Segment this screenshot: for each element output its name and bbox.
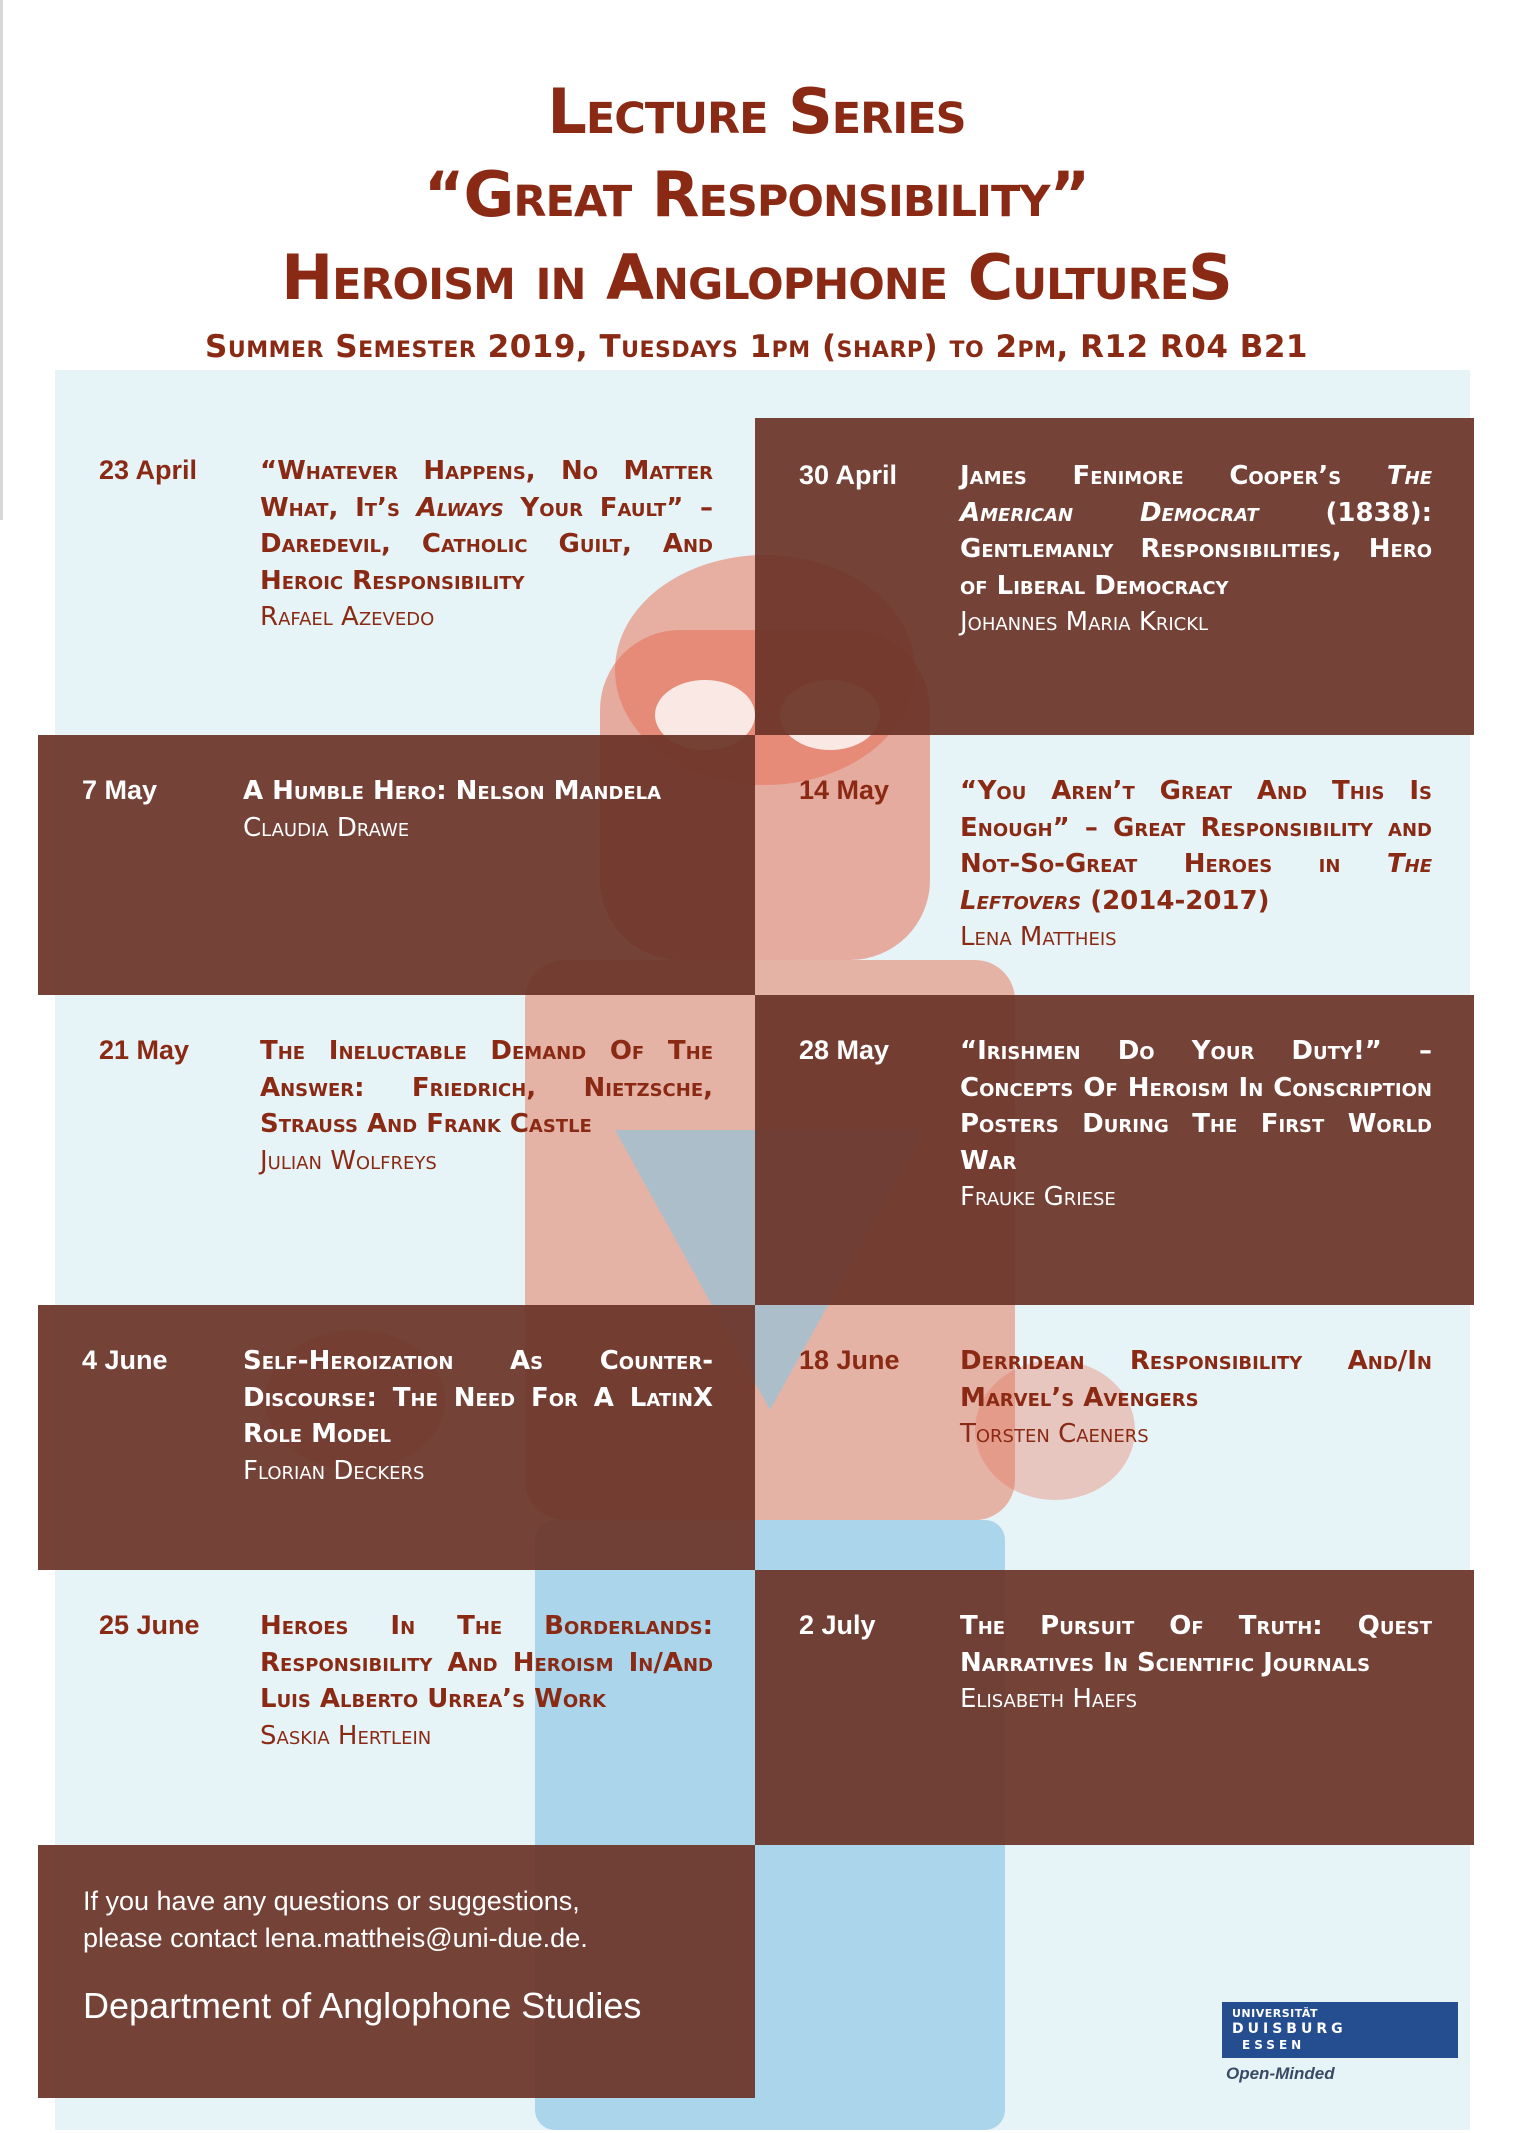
lecture-title: “Whatever Happens, No Matter What, It’s Always Your Fault” – Daredevil, Catholic Guilt, And Heroic Responsibility: [260, 456, 714, 596]
lecture-speaker: Julian Wolfreys: [260, 1145, 437, 1176]
lecture-card-3: [38, 735, 755, 995]
lecture-date: 28 May: [799, 1035, 890, 1065]
logo-box: [1222, 2002, 1458, 2058]
lecture-speaker: Torsten Caeners: [960, 1419, 1149, 1449]
lecture-title: The Pursuit Of Truth: Quest Narratives In Scientific Journals: [960, 1611, 1432, 1678]
lecture-title: James Fenimore Cooper’s The American Democrat (1838): Gentlemanly Responsibilities, Hero of Liberal Democracy: [960, 461, 1432, 601]
lecture-title: The Ineluctable Demand Of The Answer: Friedrich, Nietzsche, Strauss And Frank Castle: [260, 1036, 713, 1139]
lecture-info: [260, 1608, 713, 1754]
contact-line-1: If you have any questions or suggestions,: [83, 1886, 580, 1916]
lecture-title: Self-Heroization As Counter-Discourse: The Need For A LatinX Role Model: [243, 1346, 713, 1449]
lecture-speaker: Lena Mattheis: [960, 922, 1117, 952]
lecture-date: 25 June: [99, 1610, 200, 1640]
lecture-info: [960, 1343, 1432, 1453]
logo-university: UNIVERSITÄT: [1232, 2007, 1319, 2020]
lecture-card-5: [55, 995, 755, 1305]
lecture-card-8: [755, 1305, 1474, 1570]
lecture-title: Derridean Responsibility And/In Marvel’s Avengers: [960, 1346, 1432, 1413]
lecture-info: [243, 1343, 713, 1489]
lecture-title: Heroes In The Borderlands: Responsibility And Heroism In/And Luis Alberto Urrea’s Work: [260, 1611, 713, 1714]
lecture-card-1: [55, 415, 755, 735]
lecture-date: 30 April: [799, 460, 898, 490]
lecture-info: [260, 453, 713, 636]
lecture-card-4: [755, 735, 1474, 995]
series-subtitle: Heroism in Anglophone CultureS: [281, 241, 1232, 314]
lecture-info: [260, 1033, 713, 1179]
department-name: Department of Anglophone Studies: [83, 1985, 642, 2026]
lecture-card-6: [755, 995, 1474, 1305]
lecture-date: 4 June: [82, 1345, 168, 1375]
lecture-title: “Irishmen Do Your Duty!” – Concepts Of Heroism In Conscription Posters During The First World War: [960, 1036, 1432, 1176]
logo-essen: ESSEN: [1242, 2038, 1306, 2052]
lecture-speaker: Rafael Azevedo: [260, 602, 435, 632]
lecture-card-10: [755, 1570, 1474, 1845]
lecture-date: 7 May: [82, 775, 158, 805]
lecture-info: [960, 1033, 1432, 1216]
lecture-speaker: Frauke Griese: [960, 1182, 1116, 1212]
lecture-card-2: [755, 418, 1474, 735]
logo-tagline: Open-Minded: [1226, 2064, 1335, 2083]
lecture-speaker: Claudia Drawe: [243, 812, 410, 843]
lecture-date: 23 April: [99, 455, 198, 485]
lecture-date: 14 May: [799, 775, 890, 805]
lecture-date: 18 June: [799, 1345, 900, 1375]
series-quote-title: “Great Responsibility”: [423, 158, 1090, 231]
lecture-date: 2 July: [799, 1610, 876, 1640]
poster-header: [0, 0, 1513, 365]
lecture-card-7: [38, 1305, 755, 1570]
series-title: Lecture Series: [547, 75, 966, 148]
lecture-title: “You Aren’t Great And This Is Enough” – Great Responsibility and Not-So-Great Heroes in The Leftovers (2014-2017): [960, 776, 1432, 916]
lecture-info: [960, 1608, 1432, 1718]
lecture-speaker: Elisabeth Haefs: [960, 1684, 1138, 1714]
lecture-info: [243, 773, 713, 846]
lecture-date: 21 May: [99, 1035, 190, 1065]
contact-panel: [38, 1845, 755, 2098]
logo-duisburg: DUISBURG: [1232, 2021, 1347, 2037]
contact-text: [83, 1883, 588, 1957]
lecture-title: A Humble Hero: Nelson Mandela: [243, 776, 662, 806]
contact-line-2: please contact lena.mattheis@uni-due.de.: [83, 1923, 588, 1953]
lecture-info: [960, 773, 1432, 956]
semester-info: Summer Semester 2019, Tuesdays 1pm (sharp) to 2pm, R12 R04 B21: [205, 329, 1308, 365]
lecture-speaker: Saskia Hertlein: [260, 1720, 432, 1751]
lecture-card-9: [55, 1570, 755, 1845]
lecture-speaker: Johannes Maria Krickl: [960, 607, 1209, 637]
lecture-speaker: Florian Deckers: [243, 1455, 425, 1486]
lecture-info: [960, 458, 1432, 641]
university-logo: [1222, 2002, 1458, 2084]
